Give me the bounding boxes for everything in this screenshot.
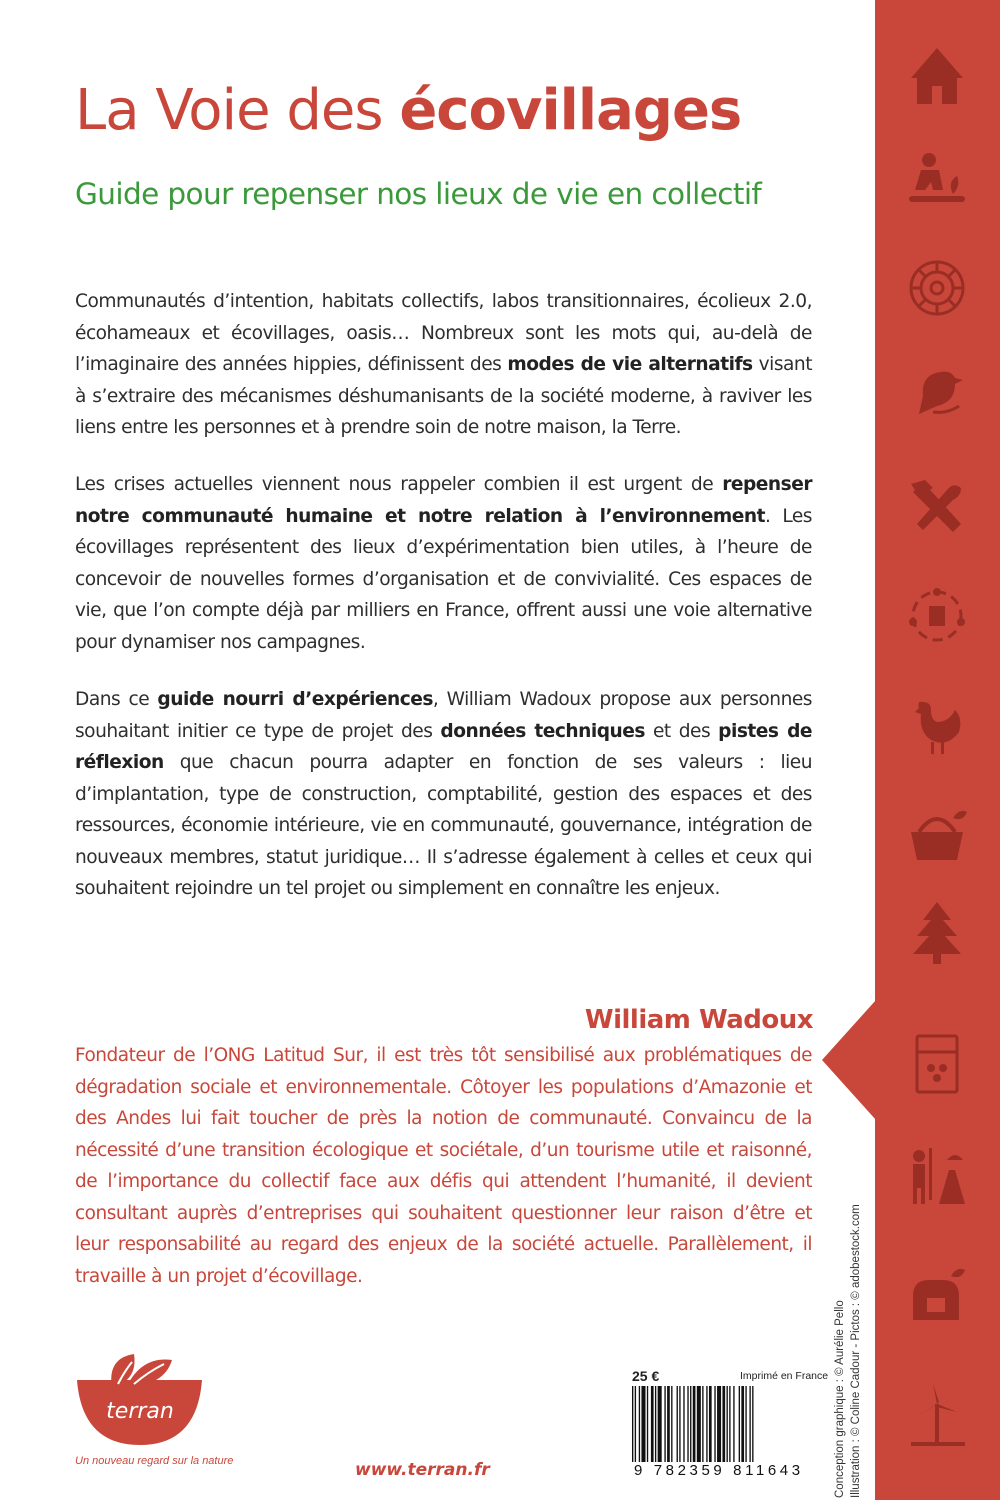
barcode-bar	[647, 1386, 648, 1462]
barcode-bar	[667, 1386, 670, 1462]
barcode-bar	[722, 1386, 725, 1462]
blurb-paragraph-3	[75, 684, 812, 905]
blurb-bold: guide nourri d’expériences	[157, 689, 433, 710]
title-regular: La Voie des	[75, 78, 400, 143]
wind-turbine-icon	[903, 1382, 971, 1450]
beehive-icon	[903, 1030, 971, 1098]
printed-in: Imprimé en France	[740, 1370, 829, 1382]
credits	[832, 1198, 864, 1498]
barcode-bar	[635, 1386, 636, 1462]
barcode-bar	[745, 1386, 746, 1462]
blurb-text: , William Wadoux propose aux personnes souhaitant initier ce type de projet des	[75, 689, 812, 742]
barcode-bar	[690, 1386, 691, 1462]
barcode-bar	[714, 1386, 715, 1462]
barcode-bar	[709, 1386, 712, 1462]
basket-icon	[903, 802, 971, 870]
fir-tree-icon	[903, 900, 971, 968]
barcode-bar	[706, 1386, 707, 1462]
barcode	[632, 1386, 808, 1462]
sidebar-notch	[822, 1000, 876, 1120]
credit-line: Illustration : © Coline Cadour - Pictos : © adobestock.com	[850, 1204, 862, 1498]
barcode-bar	[683, 1386, 684, 1462]
isbn: 9 782359 811643	[634, 1462, 804, 1479]
barcode-bar	[729, 1386, 730, 1462]
blurb-bold: données techniques	[440, 720, 645, 742]
credit-line: Conception graphique : © Aurélie Pello	[834, 1300, 846, 1498]
farmer-field-icon	[903, 1140, 971, 1208]
blurb-text: Les crises actuelles viennent nous rappeler combien il est urgent de	[75, 474, 723, 495]
barcode-bar	[741, 1386, 744, 1462]
price: 25 €	[632, 1368, 660, 1384]
gardener-icon	[903, 146, 971, 214]
barcode-bar	[733, 1386, 734, 1462]
barcode-bar	[739, 1386, 740, 1462]
barcode-bar	[655, 1386, 656, 1462]
publisher-website[interactable]: www.terran.fr	[355, 1460, 490, 1480]
barcode-bar	[693, 1386, 696, 1462]
barcode-bar	[752, 1386, 753, 1462]
barcode-bar	[632, 1386, 633, 1462]
blurb-text: et des	[644, 720, 719, 742]
bird-icon	[903, 356, 971, 424]
blurb-paragraph-2	[75, 469, 812, 658]
publisher-tagline: Un nouveau regard sur la nature	[75, 1455, 234, 1467]
author-name: William Wadoux	[584, 1005, 813, 1035]
barcode-bar	[677, 1386, 678, 1462]
hut-icon	[903, 44, 971, 112]
barcode-bar	[687, 1386, 688, 1462]
blurb-text: Communautés d’intention, habitats collectifs, labos transitionnaires, écolieux 2.0, écohameaux et écovillages, oasis… Nombreux sont les mots qui, au-delà de l’imaginaire des années hippies, définissent des	[75, 291, 812, 375]
watering-can-house-icon	[903, 1262, 971, 1330]
barcode-bar	[651, 1386, 654, 1462]
barcode-bar	[702, 1386, 703, 1462]
barcode-bar	[727, 1386, 728, 1462]
blurb-text: . Les écovillages représentent des lieux d’expérimentation bien utiles, à l’heure de concevoir de nouvelles formes d’organisation et de convivialité. Ces espaces de vie, que l’on compte déjà par milliers en France, offrent aussi une voie alternative pour dynamiser nos campagnes.	[75, 505, 812, 653]
blurb-text: visant à s’extraire des mécanismes déshumanisants de la société moderne, à raviver les liens entre les personnes et à prendre soin de notre maison, la Terre.	[75, 354, 812, 438]
barcode-bar	[749, 1386, 750, 1462]
tools-icon	[903, 474, 971, 542]
author-bio: Fondateur de l’ONG Latitud Sur, il est très tôt sensibilisé aux problématiques de dégradation sociale et environnementale. Côtoyer les populations d’Amazonie et des Andes lui fait toucher de près la notion de communauté. Convaincu de la nécessité d’une transition écologique et sociétale, d’un tourisme utile et raisonné, de l’importance du collectif face aux défis qui attendent l’humanité, il devient consultant auprès d’entreprises qui souhaitent questionner leur raison d’être et leur responsabilité au regard des enjeux de la société actuelle. Parallèlement, il travaille à un projet d’écovillage.	[75, 1045, 812, 1287]
cycle-icon	[903, 582, 971, 650]
blurb-bold: repenser notre communauté humaine et notre relation à l’environnement	[75, 474, 812, 527]
blurb-bold: modes de vie alternatifs	[507, 354, 753, 375]
terran-logo	[72, 1350, 207, 1450]
rooster-icon	[903, 692, 971, 760]
book-title	[75, 78, 741, 143]
barcode-bar	[671, 1386, 672, 1462]
blurb-paragraph-1	[75, 286, 812, 444]
blurb-text: Dans ce	[75, 689, 158, 710]
barcode-bar	[639, 1386, 640, 1462]
title-bold: écovillages	[399, 78, 742, 143]
blurb-bold: pistes de réflexion	[75, 720, 812, 773]
book-subtitle: Guide pour repenser nos lieux de vie en collectif	[75, 177, 762, 211]
barcode-bar	[717, 1386, 721, 1462]
logo-text: terran	[106, 1399, 174, 1424]
barcode-bar	[641, 1386, 645, 1462]
barcode-bar	[664, 1386, 665, 1462]
barcode-bar	[679, 1386, 680, 1462]
mandala-icon	[903, 254, 971, 322]
barcode-bar	[658, 1386, 662, 1462]
barcode-bar	[697, 1386, 701, 1462]
blurb-text: que chacun pourra adapter en fonction de ses valeurs : lieu d’implantation, type de construction, comptabilité, gestion des espaces et des ressources, économie intérieure, vie en communauté, gouvernance, intégration de nouveaux membres, statut juridique… Il s’adresse également à celles et ceux qui souhaitent rejoindre un tel projet ou simplement en connaître les enjeux.	[75, 752, 812, 899]
